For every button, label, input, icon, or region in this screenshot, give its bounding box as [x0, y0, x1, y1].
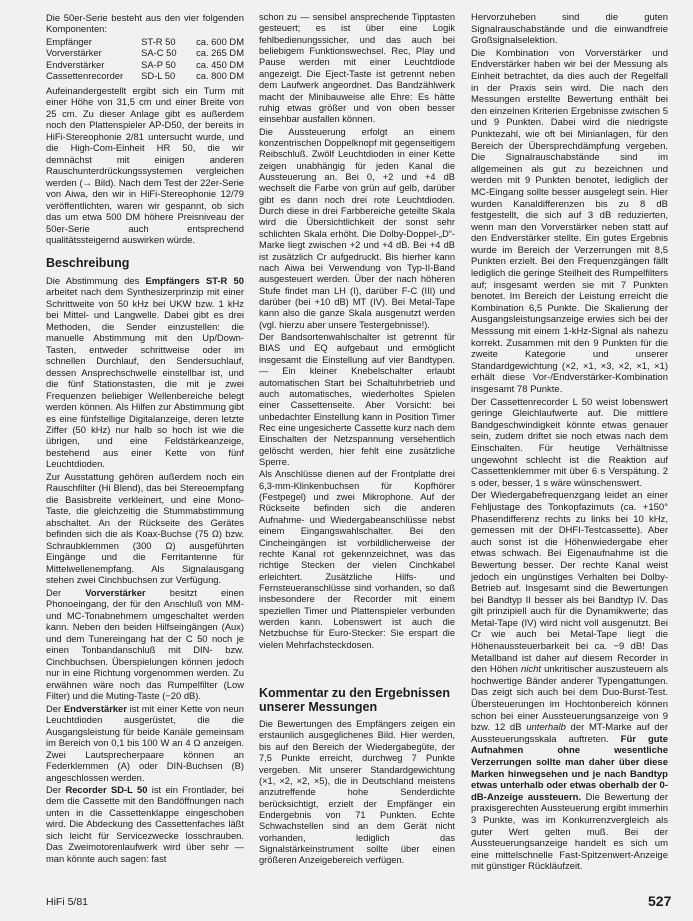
column-1 — [46, 12, 244, 865]
italic-run: nicht — [520, 664, 542, 676]
text-run: ist ein Frontlader, bei dem die Cassette mit den Bandöffnungen nach unten in die Cassettenklappe eingeschoben wird. Die Abdeckung des Cassettenfaches läßt sich leicht für Servicezwecke losschrauben. Das Zweimotorenlaufwerk wird über sehr — man könnte auch sagen: fast — [46, 784, 244, 864]
paragraph-cassettenrecorder: Der Cassettenrecorder L 50 weist lobenswert geringe Gleichlaufwerte auf. Die mittlere Bandgeschwindigkeit könnte etwas genauer sein, zudem driftet sie noch etwas nach dem Einschalten. Für heutige Verhältnisse ungewohnt schlecht ist die Reaktion auf Cassettenklemmer mit über 6 s Verspätung. 2 s oder, besser, 1 s wäre wünschenswert. — [471, 396, 668, 489]
component-name: Empfänger — [46, 35, 92, 47]
text-run: der MT-Marke auf der Aussteuerungsskala auftreten. — [471, 722, 668, 745]
component-model: SD-L 50 — [141, 70, 176, 82]
component-name: Endverstärker — [46, 58, 105, 70]
bold-run: Vorverstärker — [85, 586, 146, 598]
paragraph-anschluesse: Als Anschlüsse dienen auf der Frontplatte drei 6,3-mm-Klinkenbuchsen für Kopfhörer (Festpegel) und zwei Mikrophone. Auf der Rückseite befinden sich die anderen Aufnahme- und Wiedergabeanschlüsse nebst einem Eingangswahlschalter. Bei den Cincheingängen ist vorbildlicherweise der rechte Kanal rot gekennzeichnet, was das richtige Stecken der vielen Cinchkabel erleichtert. Zusätzliche Hilfs- und Fernsteueranschlüsse sind vorhanden, so daß insbesondere der Recorder mit einem speziellen Timer und Plattenspieler verbunden werden kann. Lobenswert ist auch die Netzbuchse für Euro-Stecker: Sie erspart die vielen Mehrfachsteckdosen. — [259, 469, 455, 650]
bold-run: Recorder SD-L 50 — [65, 784, 148, 795]
text-run: unkritischer auszusteuern als hochwertige Bänder anderer Typengattungen. Das zeigt sich auch bei dem Duo-Burst-Test. Übersteuerungen im Hochtonbereich können schon bei einer Aussteuerungsanzeige von 9 bzw. 12 dB — [471, 664, 669, 734]
paragraph-wiedergabe — [471, 490, 668, 873]
text-run: Der — [46, 702, 64, 714]
table-row — [46, 70, 244, 81]
paragraph-aufbau: Aufeinandergestellt ergibt sich ein Turm mit einer Höhe von 31,5 cm und einer Breite von 25 cm. Zu dieser Anlage gibt es außerdem noch den Plattenspieler AP-D50, der bereits in HiFi-Stereophonie 2/81 untersucht wurde, und die High-Com-Einheit HR 50, die wir demnächst mit einigen anderen Rauschunterdrückungssystemen vergleichen werden (→ Bild). Nach dem Test der 22er-Serie von Aiwa, den wir in HiFi-Stereophonie 12/79 veröffentlichten, waren wir gespannt, ob sich das um etwa 500 DM höhere Preisniveau der 50er-Serie auch entsprechend qualitätssteigernd auswirken würde. — [46, 84, 244, 246]
components-table — [46, 36, 244, 82]
component-name: Vorverstärker — [46, 47, 102, 59]
text-run: Die Abstimmung des — [46, 274, 146, 286]
footer-issue: HiFi 5/81 — [46, 896, 89, 908]
bold-run: Endverstärker — [63, 702, 127, 714]
paragraph-bewertung-empfaenger: Die Bewertungen des Empfängers zeigen ein erstaunlich ausgeglichenes Bild. Hier werden, bis auf den Bereich der Wiedergabegüte, der 7,5 Punkte erreicht, durchweg 7 Punkte vergeben. Mit unserer Standardgewichtung (×1, ×2, ×2, ×5), die in Deutschland meistens anzutreffende hohe Senderdichte berücksichtigt, erzielt der Empfänger ein Endergebnis von 71 Punkten. Echte Schwachstellen sind an dem Gerät nicht vorhanden, lediglich das Signalstärkeinstrument sollte über einen größeren Anzeigebereich verfügen. — [259, 719, 455, 866]
spacer — [259, 652, 455, 676]
column-2 — [259, 12, 455, 868]
text-run: arbeitet nach dem Synthesizerprinzip mit einer Schrittweite von 50 kHz bei UKW bzw. 1 kHz bei Mittel- und Langwelle. Dabei gibt es drei Methoden, die Sender einzustellen: die manuelle Abstimmung mit den Up/Down-Tasten, entweder schrittweise oder im schnellen Durchlauf, den Sendersuchlauf, dessen Ansprechschwelle einstellbar ist, und die fünf Stationstasten, die mit je zwei Frequenzen beliebiger Wellenbereiche belegt werden können. Als Hilfen zur Abstimmung gibt es eine fünfstellige Digitalanzeige, deren letzte Ziffer (50 kHz) nur halb so hoch ist wie die übrigen, und eine Feldstärkeanzeige, bestehend aus einer Kette von fünf Leuchtdioden. — [46, 286, 244, 470]
bold-run: Für gute Aufnahmen ohne wesentliche Verzerrungen sollte man daher über diese Marken hinwegsehen und je nach Bandtyp etwas unterhalb oder etwas oberhalb der 0-dB-Anzeige aussteuern. — [471, 733, 668, 803]
text-run: Der — [46, 586, 86, 598]
paragraph-abstimmung — [46, 275, 244, 470]
paragraph-aussteuerung: Die Aussteuerung erfolgt an einem konzentrischen Doppelknopf mit gegenseitigem Reibschluß. Zwölf Leuchtdioden in einer Kette zeigen unabhängig für jeden Kanal die Aussteuerung an. Bei 0, +2 und +4 dB wechselt die Farbe von grün auf gelb, darüber gibt es dann noch drei rote Leuchtdioden. Durch diese in drei Farbbereiche geteilte Skala wird die Übersichtlichkeit der sonst sehr schlichten Skala erhöht. Die Dolby-Doppel-„D“-Marke liegt zwischen +2 und +4 dB. Bei +4 dB ist zusätzlich Cr aufgedruckt. Bis hierher kann nach Aiwa bei Verwendung von Typ-II-Band ausgesteuert werden. Über der nach höheren Stufe findet man LH (I), darüber F-C (III) und darüber (bei +10 dB) MT (IV). Bei Metal-Tape kann also die ganze Skala ausgenutzt werden (vgl. hierzu aber unsere Testergebnisse!). — [259, 126, 455, 330]
section-heading-kommentar: Kommentar zu den Ergebnissen unserer Messungen — [259, 686, 451, 715]
paragraph-endverstaerker — [46, 703, 244, 783]
paragraph-ausstattung: Zur Ausstattung gehören außerdem noch ein Rauschfilter (Hi Blend), das bei Stereoempfang die Basisbreite verkleinert, und eine Mono-Taste, die gleichzeitig die Stummabstimmung abschaltet. An der Rückseite des Gerätes befinden sich die als Koax-Buchse (75 Ω) bzw. Schraubklemmen (300 Ω) ausgeführten Eingänge und die Ferritantenne für Mittelwellenempfang. Als Signalausgang stehen zwei Cinchbuchsen zur Verfügung. — [46, 470, 244, 586]
component-price: ca. 265 DM — [196, 47, 244, 59]
component-model: SA-P 50 — [141, 58, 176, 70]
component-model: ST-R 50 — [141, 35, 176, 47]
paragraph-vorverstaerker — [46, 587, 244, 702]
component-price: ca. 450 DM — [196, 58, 244, 70]
paragraph-recorder — [46, 784, 244, 864]
paragraph-bandsorten: Der Bandsortenwahlschalter ist getrennt für BIAS und EQ aufgebaut und ermöglicht insgesamt die Einstellung auf vier Bandtypen. — Ein kleiner Knebelschalter erlaubt automatischen Start bei Schaltuhrbetrieb und auch automatisches, wiederholtes Spielen einer Cassettenseite. Aber Vorsicht: bei unbedachter Einstellung kann in Position Timer Rec eine ungesicherte Cassette kurz nach dem Einschalten der Netzspannung versehentlich gelöscht werden, hier fehlt eine zusätzliche Sperre. — [259, 332, 455, 468]
column-3 — [471, 12, 668, 874]
section-heading-beschreibung: Beschreibung — [46, 255, 130, 270]
component-name: Cassettenrecorder — [46, 70, 124, 82]
page-number: 527 — [648, 893, 672, 909]
component-model: SA-C 50 — [141, 47, 177, 59]
text-run: ist mit einer Kette von neun Leuchtdioden ausgerüstet, die die Ausgangsleistung für beide Kanäle gemeinsam im Bereich von 0,1 bis 100 W an 4 Ω anzeigen. Zwei Lautsprecherpaare können an Federklemmen (A) oder DIN-Buchsen (B) angeschlossen werden. — [46, 702, 244, 783]
table-row — [46, 47, 244, 58]
paragraph-kombination: Die Kombination von Vorverstärker und Endverstärker haben wir bei der Messung als Einheit betrachtet, da dies auch der Regelfall in der Praxis sein wird. Die nach den Messungen erstellte Bewertung enthält bei den einzelnen Kriterien Ergebnisse zwischen 5 und 9 Punkten. Dabei wird die niedrigste Punktezahl, wie oft bei Minianlagen, für den Bereich der Übersprechdämpfung vergeben. Die Signalrauschabstände sind im allgemeinen als gut zu bezeichnen und werden mit 9 Punkten benotet, lediglich der MC-Eingang sollte besser ausgelegt sein. Hier wurden Kanaldifferenzen bis zu 8 dB festgestellt, die sich auf 3 dB reduzierten, wenn man den Vorverstärker neben statt auf den Endverstärker stellte. Ein gutes Ergebnis wurde im Bereich der Verzerrungen mit 8,5 Punkten erzielt. Bei den Frequenzgängen fällt lediglich die geringe Steilheit des Rumpelfilters auf; insgesamt werden sie mit 7 Punkten benotet. Im Bereich der Leistung erreicht die Kombination 6,5 Punkte. Die Skalierung der Ausgangsleistungsanzeige erwies sich bei der Messsung mit einem 1-kHz-Signal als nahezu korrekt. Zusammen mit den 9 Punkten für die zweite Kategorie und unserer Standardgewichtung (×2, ×1, ×3, ×2, ×1, ×1) erhält diese Vor-/Endverstärker-Kombination insgesamt 78 Punkte. — [471, 47, 668, 395]
text-run: besitzt einen Phonoeingang, der für den Anschluß von MM- und MC-Tonabnehmern umgeschaltet werden kann. Neben den beiden Hilfseingängen (Aux) und dem Tunereingang hat der C 50 noch je einen Tonbandanschluß mit DIN- bzw. Cinchbuchsen. Überspielungen können jedoch nur in eine Richtung vorgenommen werden. Zu erwähnen wäre noch das Rumpelfilter (Low Filter) und die Muting-Taste (−20 dB). — [46, 586, 244, 702]
paragraph-intro: Die 50er-Serie besteht aus den vier folgenden Komponenten: — [46, 12, 244, 35]
paragraph-hervorzuheben: Hervorzuheben sind die guten Signalrauschabstände und die einwandfreie Großsignalselektion. — [471, 12, 668, 47]
text-run: Der — [46, 784, 66, 795]
text-run: Die Bewertung der praxisgerechten Aussteuerung ergibt immerhin 3 Punkte, was im Konkurrenzvergleich als guter Wert gelten muß. Bei der Aussteuerungsanzeige handelt es sich um eine mittelschnelle Fast-Spitzenwert-Anzeige mit günstiger Rückläufzeit. — [471, 791, 669, 873]
component-price: ca. 800 DM — [196, 70, 244, 82]
paragraph-tipptasten: schon zu — sensibel ansprechende Tipptasten gesteuert; es ist über eine Logik fehlbedienungssicher, und das auch bei beliebigem Funktionswechsel. Rec, Play und Pause werden mit einer Leuchtdiode angezeigt. Die Eject-Taste ist getrennt neben dem Laufwerk angeordnet. Das Bandzählwerk macht der Minibauweise alle Ehre: Es hätte ruhig etwas größer und von oben besser einsehbar ausfallen können. — [259, 12, 455, 125]
table-row — [46, 36, 244, 47]
component-price: ca. 600 DM — [196, 35, 244, 47]
italic-run: unterhalb — [526, 722, 566, 734]
bold-run: Empfängers ST-R 50 — [145, 274, 244, 286]
text-run: Der Wiedergabefrequenzgang leidet an einer Fehljustage des Tonkopfazimuts (ca. +150° Phasendifferenz rechts zu links bei 10 kHz, gemessen mit der DHFI-Testcassette). Aber auch sonst ist die Höhenwiedergabe eher etwas schwach. Bei Eigenaufnahme ist die Bewertung besser. Der rechte Kanal weist jedoch ein ungünstiges Verhalten bei Dolby-Betrieb auf. Insgesamt sind die Bewertungen bei Bandtyp II besser als bei Bandtyp IV. Das gilt prinzipiell auch für die Dynamikwerte; das Metal-Tape (IV) wird nicht voll ausgenutzt. Bei Cr wie auch bei Metal-Tape liegt die Höhenaussteuerbarkeit bei ca. −9 dB! Das Metallband ist daher auf diesem Recorder in den Höhen — [471, 490, 668, 676]
table-row — [46, 59, 244, 70]
